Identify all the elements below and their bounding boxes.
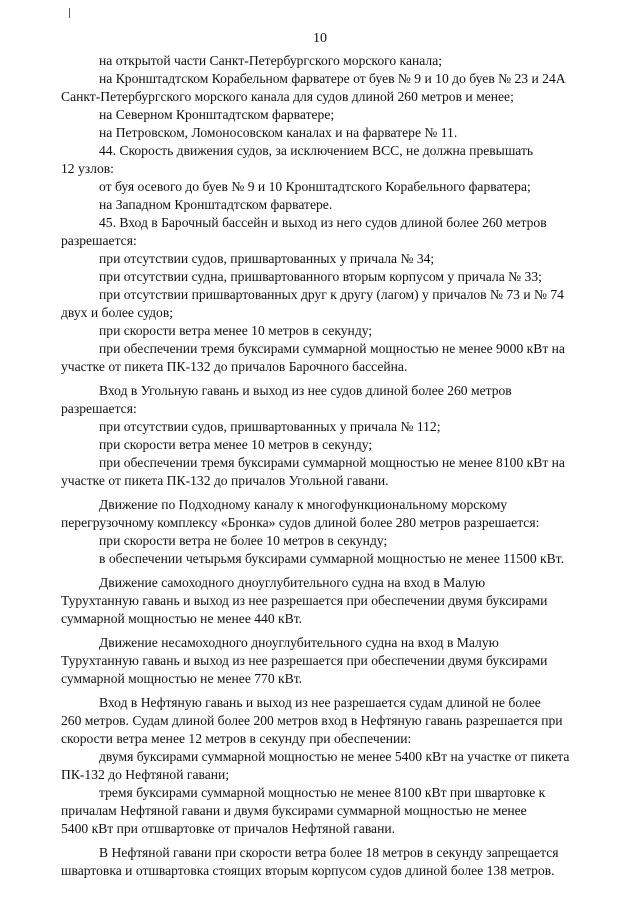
text-line: 5400 кВт при отшвартовке от причалов Нефтяной гавани.	[61, 821, 396, 836]
text-line: Движение несамоходного дноуглубительного судна на вход в Малую	[99, 635, 499, 650]
text-line: при отсутствии судов, пришвартованных у причала № 34;	[99, 251, 435, 266]
page-number: 10	[313, 31, 327, 46]
text-line: при отсутствии судна, пришвартованного вторым корпусом у причала № 33;	[99, 269, 542, 284]
text-line: участке от пикета ПК-132 до причалов Барочного бассейна.	[61, 359, 408, 374]
text-line: при обеспечении тремя буксирами суммарной мощностью не менее 8100 кВт на	[99, 455, 565, 470]
text-line: перегрузочному комплексу «Бронка» судов длиной более 280 метров разрешается:	[61, 515, 540, 530]
text-line: Санкт-Петербургского морского канала для судов длиной 260 метров и менее;	[61, 89, 514, 104]
text-line: суммарной мощностью не менее 440 кВт.	[61, 611, 303, 626]
clause-44-line: 44. Скорость движения судов, за исключением ВСС, не должна превышать	[99, 143, 534, 158]
text-line: при отсутствии судов, пришвартованных у причала № 112;	[99, 419, 441, 434]
text-line: суммарной мощностью не менее 770 кВт.	[61, 671, 303, 686]
text-line: Вход в Угольную гавань и выход из нее судов длиной более 260 метров	[99, 383, 512, 398]
text-line: на Петровском, Ломоносовском каналах и на фарватере № 11.	[99, 125, 458, 140]
text-line: в обеспечении четырьмя буксирами суммарной мощностью не менее 11500 кВт.	[99, 551, 565, 566]
margin-mark	[69, 8, 70, 18]
text-line: ПК-132 до Нефтяной гавани;	[61, 767, 230, 782]
text-line: Турухтанную гавань и выход из нее разрешается при обеспечении двумя буксирами	[61, 653, 548, 668]
text-line: при скорости ветра менее 10 метров в секунду;	[99, 323, 373, 338]
text-line: швартовка и отшвартовка стоящих вторым корпусом судов длиной более 138 метров.	[61, 863, 555, 878]
text-line: от буя осевого до буев № 9 и 10 Кронштадтского Корабельного фарватера;	[99, 179, 531, 194]
clause-45-line: 45. Вход в Барочный бассейн и выход из него судов длиной более 260 метров	[99, 215, 547, 230]
text-line: при скорости ветра менее 10 метров в секунду;	[99, 437, 373, 452]
text-line: при скорости ветра не более 10 метров в секунду;	[99, 533, 388, 548]
text-line: 260 метров. Судам длиной более 200 метров вход в Нефтяную гавань разрешается при	[61, 713, 563, 728]
text-line: Вход в Нефтяную гавань и выход из нее разрешается судам длиной не более	[99, 695, 541, 710]
text-line: тремя буксирами суммарной мощностью не менее 8100 кВт при швартовке к	[99, 785, 546, 800]
text-line: скорости ветра менее 12 метров в секунду при обеспечении:	[61, 731, 412, 746]
text-line: на Северном Кронштадтском фарватере;	[99, 107, 335, 122]
text-line: 12 узлов:	[61, 161, 114, 176]
text-line: Движение самоходного дноуглубительного судна на вход в Малую	[99, 575, 486, 590]
text-line: на Западном Кронштадтском фарватере.	[99, 197, 333, 212]
text-line: на Кронштадтском Корабельном фарватере от буев № 9 и 10 до буев № 23 и 24А	[99, 71, 566, 86]
text-line: В Нефтяной гавани при скорости ветра более 18 метров в секунду запрещается	[99, 845, 559, 860]
text-line: Движение по Подходному каналу к многофункциональному морскому	[99, 497, 508, 512]
text-line: разрешается:	[61, 401, 137, 416]
document-body	[61, 52, 609, 880]
text-line: при отсутствии пришвартованных друг к другу (лагом) у причалов № 73 и № 74	[99, 287, 564, 302]
text-line: участке от пикета ПК-132 до причалов Угольной гавани.	[61, 473, 389, 488]
text-line: двумя буксирами суммарной мощностью не менее 5400 кВт на участке от пикета	[99, 749, 570, 764]
text-line: Турухтанную гавань и выход из нее разрешается при обеспечении двумя буксирами	[61, 593, 548, 608]
text-line: причалам Нефтяной гавани и двумя буксирами суммарной мощностью не менее	[61, 803, 527, 818]
text-line: при обеспечении тремя буксирами суммарной мощностью не менее 9000 кВт на	[99, 341, 565, 356]
text-line: разрешается:	[61, 233, 137, 248]
text-line: двух и более судов;	[61, 305, 174, 320]
text-line: на открытой части Санкт-Петербургского морского канала;	[99, 53, 443, 68]
